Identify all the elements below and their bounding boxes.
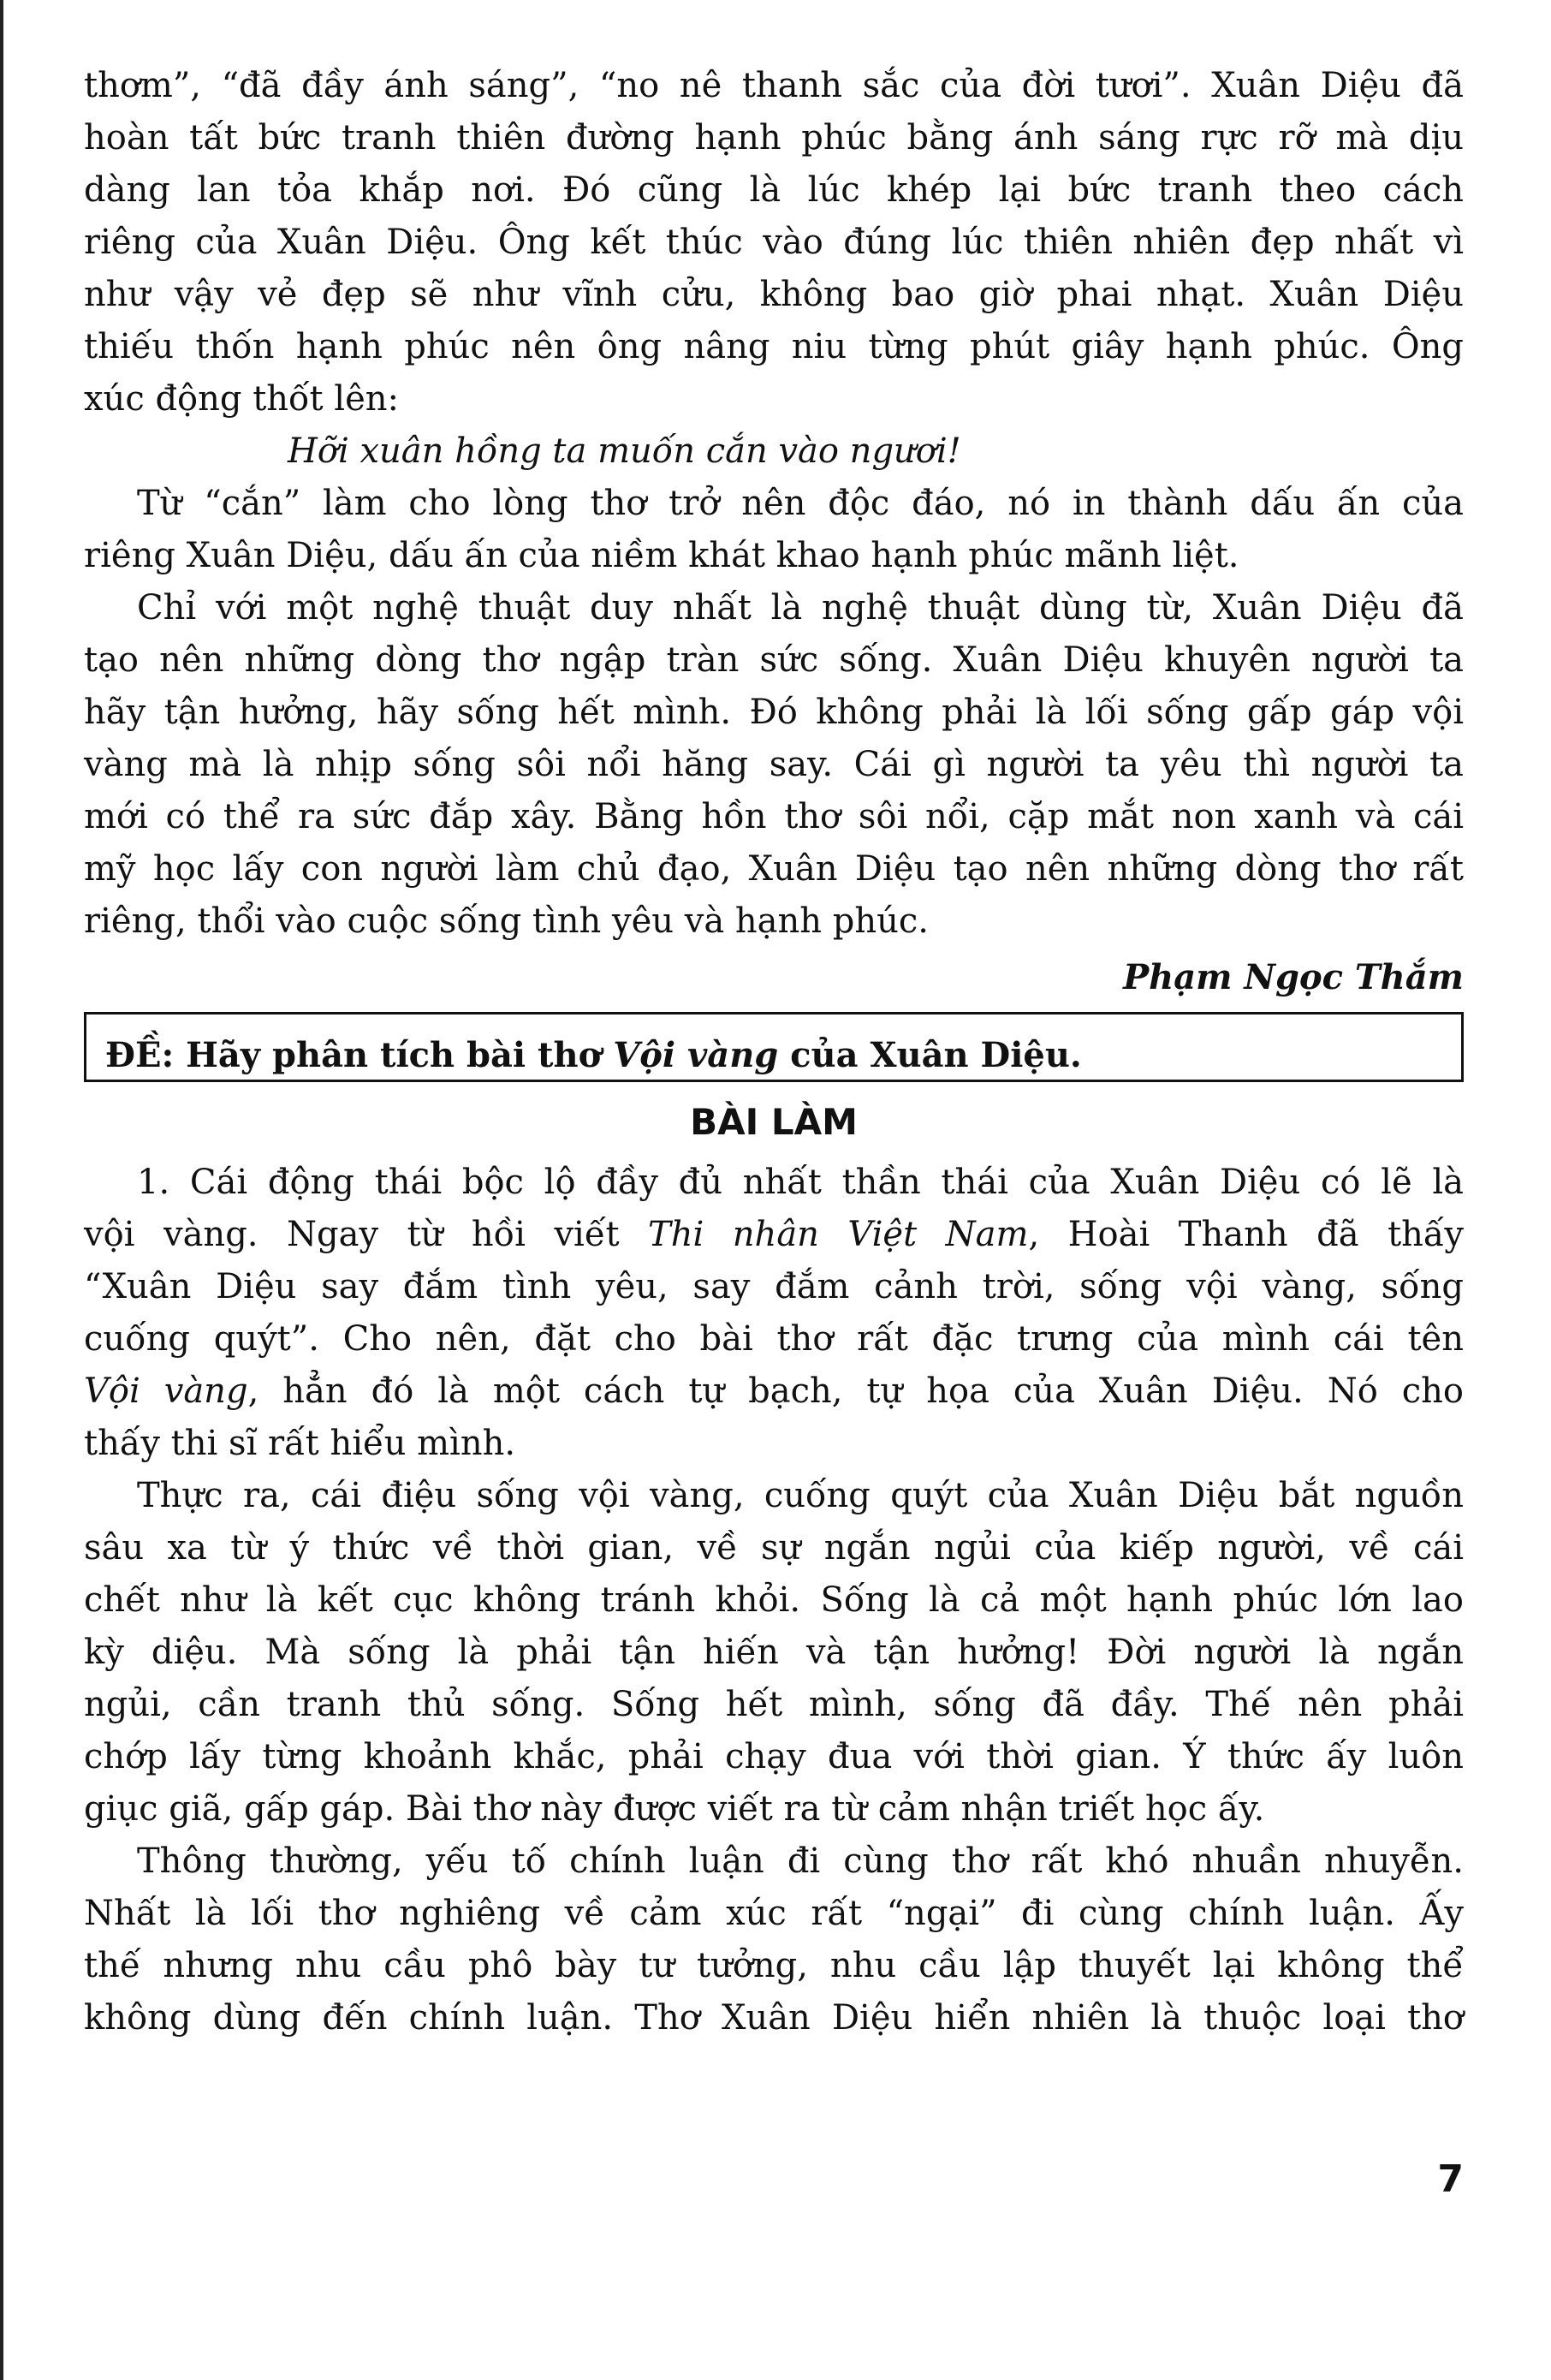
paragraph-4 (84, 1157, 1464, 1470)
prompt-tail: của Xuân Diệu. (778, 1035, 1082, 1075)
text-line: hãy tận hưởng, hãy sống hết mình. Đó không phải là lối sống gấp gáp vội (84, 693, 1464, 732)
text-line: vàng mà là nhịp sống sôi nổi hăng say. Cái gì người ta yêu thì người ta (84, 745, 1464, 784)
text-line: thơm”, “đã đầy ánh sáng”, “no nê thanh sắc của đời tươi”. Xuân Diệu đã (84, 66, 1464, 105)
paragraph-1 (84, 60, 1464, 425)
text-line: Chỉ với một nghệ thuật duy nhất là nghệ thuật dùng từ, Xuân Diệu đã (137, 588, 1464, 628)
text-line: mỹ học lấy con người làm chủ đạo, Xuân Diệu tạo nên những dòng thơ rất (84, 849, 1464, 889)
text-line: ngủi, cần tranh thủ sống. Sống hết mình, sống đã đầy. Thế nên phải (84, 1685, 1464, 1724)
quoted-verse: Hỡi xuân hồng ta muốn cắn vào ngươi! (288, 431, 961, 471)
text-line: Từ “cắn” làm cho lòng thơ trở nên độc đáo, nó in thành dấu ấn của (137, 484, 1464, 523)
text-span: vội vàng. Ngay từ hồi viết (84, 1215, 649, 1254)
paragraph-2 (84, 478, 1464, 582)
page-number: 7 (1437, 2157, 1464, 2201)
text-line: Thực ra, cái điệu sống vội vàng, cuống quýt của Xuân Diệu bắt nguồn (137, 1476, 1464, 1515)
text-line: riêng Xuân Diệu, dấu ấn của niềm khát khao hạnh phúc mãnh liệt. (84, 536, 1239, 575)
text-line: cuống quýt”. Cho nên, đặt cho bài thơ rất đặc trưng của mình cái tên (84, 1319, 1464, 1359)
text-line: không dùng đến chính luận. Thơ Xuân Diệu hiển nhiên là thuộc loại thơ (84, 1998, 1464, 2038)
section-heading: BÀI LÀM (690, 1101, 858, 1143)
text-line: chết như là kết cục không tránh khỏi. Sống là cả một hạnh phúc lớn lao (84, 1580, 1464, 1620)
text-line: thiếu thốn hạnh phúc nên ông nâng niu từng phút giây hạnh phúc. Ông (84, 327, 1464, 366)
text-line: Thông thường, yếu tố chính luận đi cùng thơ rất khó nhuần nhuyễn. (137, 1842, 1464, 1881)
text-line (84, 1209, 1464, 1261)
text-line: thấy thi sĩ rất hiểu mình. (84, 1424, 516, 1463)
prompt-lead: ĐỀ: Hãy phân tích bài thơ (105, 1035, 614, 1075)
paragraph-6 (84, 1836, 1464, 2044)
text-line: xúc động thốt lên: (84, 379, 400, 419)
text-line: “Xuân Diệu say đắm tình yêu, say đắm cảnh trời, sống vội vàng, sống (84, 1267, 1464, 1306)
text-line: kỳ diệu. Mà sống là phải tận hiến và tận hưởng! Đời người là ngắn (84, 1633, 1464, 1672)
text-line (84, 1366, 1464, 1418)
prompt-poem-title: Vội vàng (613, 1035, 779, 1075)
text-line: như vậy vẻ đẹp sẽ như vĩnh cửu, không bao giờ phai nhạt. Xuân Diệu (84, 275, 1464, 314)
book-spine-edge (0, 0, 3, 2380)
author-signature: Phạm Ngọc Thắm (1123, 957, 1464, 997)
text-line: mới có thể ra sức đắp xây. Bằng hồn thơ sôi nổi, cặp mắt non xanh và cái (84, 797, 1464, 836)
text-line: thế nhưng nhu cầu phô bày tư tưởng, nhu cầu lập thuyết lại không thể (84, 1946, 1464, 1985)
prompt-text (105, 1032, 1082, 1080)
text-line: Nhất là lối thơ nghiêng về cảm xúc rất “ngại” đi cùng chính luận. Ấy (84, 1894, 1464, 1933)
text-line: sâu xa từ ý thức về thời gian, về sự ngắn ngủi của kiếp người, về cái (84, 1528, 1464, 1568)
text-line: chớp lấy từng khoảnh khắc, phải chạy đua với thời gian. Ý thức ấy luôn (84, 1737, 1464, 1776)
text-line: riêng của Xuân Diệu. Ông kết thúc vào đúng lúc thiên nhiên đẹp nhất vì (84, 223, 1464, 262)
paragraph-3 (84, 582, 1464, 948)
text-span: , Hoài Thanh đã thấy (1028, 1215, 1465, 1254)
text-line: hoàn tất bức tranh thiên đường hạnh phúc bằng ánh sáng rực rỡ mà dịu (84, 118, 1464, 158)
text-line: tạo nên những dòng thơ ngập tràn sức sống. Xuân Diệu khuyên người ta (84, 640, 1464, 680)
poem-title: Vội vàng (84, 1371, 248, 1411)
text-line: riêng, thổi vào cuộc sống tình yêu và hạnh phúc. (84, 901, 929, 941)
book-title: Thi nhân Việt Nam (648, 1215, 1029, 1254)
text-span: , hẳn đó là một cách tự bạch, tự họa của Xuân Diệu. Nó cho (247, 1371, 1464, 1411)
essay-prompt-box (84, 1012, 1464, 1082)
text-line: giục giã, gấp gáp. Bài thơ này được viết ra từ cảm nhận triết học ấy. (84, 1789, 1265, 1829)
text-line: 1. Cái động thái bộc lộ đầy đủ nhất thần thái của Xuân Diệu có lẽ là (137, 1163, 1464, 1202)
page-body (84, 60, 1464, 2044)
text-line: dàng lan tỏa khắp nơi. Đó cũng là lúc khép lại bức tranh theo cách (84, 170, 1464, 210)
paragraph-5 (84, 1470, 1464, 1836)
